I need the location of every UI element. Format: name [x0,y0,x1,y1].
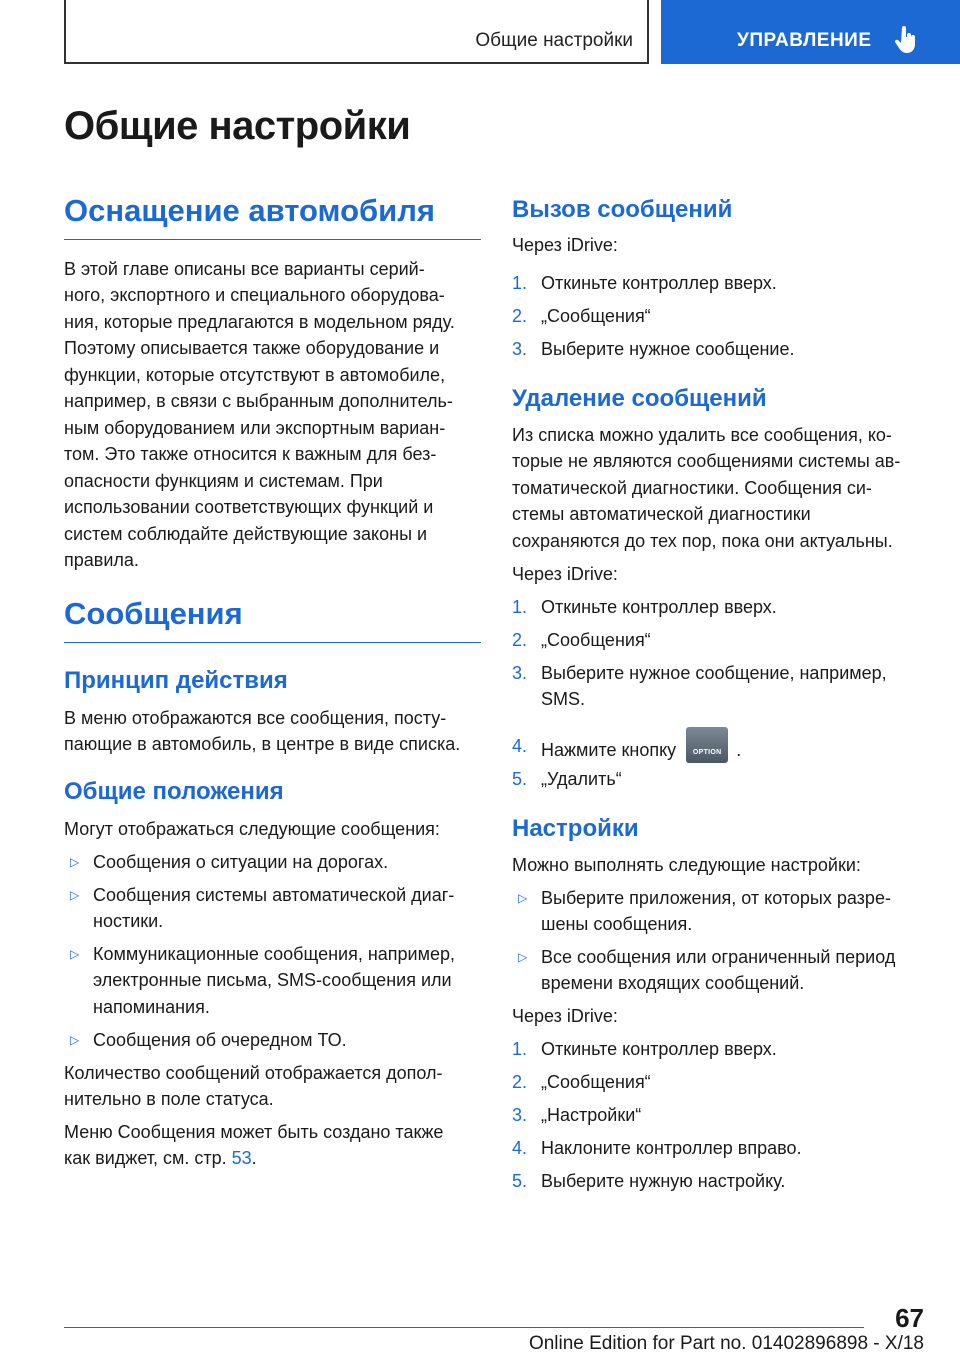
delete-heading: Удаление сообщений [512,385,767,412]
principle-line: В меню отображаются все сообщения, посту- [64,708,447,728]
equipment-line: опасности функциям и системам. При [64,471,383,491]
page-link[interactable]: 53 [231,1148,252,1168]
hand-touch-icon [895,26,919,54]
delete-line: Из списка можно удалить все сообщения, ко- [512,425,892,445]
bullet-triangle-icon: ▷ [70,855,80,869]
equipment-line: том. Это также относится к важным для без- [64,444,437,464]
bullet-triangle-icon: ▷ [70,888,80,902]
equipment-line: правила. [64,550,139,570]
general-intro: Могут отображаться следующие сообщения: [64,819,440,839]
equipment-line: ным оборудованием или экспортным вариан- [64,418,446,438]
messages-heading: Сообщения [64,596,481,643]
equipment-line: функции, которые отсутствуют в автомобиле, [64,365,446,385]
widget-line: как виджет, см. стр. 53. [64,1148,257,1168]
settings-via: Через iDrive: [512,1006,618,1026]
equipment-line: ния, которые предлагаются в модельном ряду. [64,312,455,332]
equipment-line: В этой главе описаны все варианты серий- [64,259,425,279]
page-title: Общие настройки [64,104,411,148]
call-via: Через iDrive: [512,235,618,255]
header-chapter-tab [661,0,960,64]
delete-line: торые не являются сообщениями системы ав- [512,451,901,471]
equipment-line: использовании соответствующих функций и [64,497,434,517]
header-section-label: Общие настройки [475,30,633,51]
equipment-heading: Оснащение автомобиля [64,193,481,240]
delete-line: стемы автоматической диагностики [512,504,811,524]
bullet-triangle-icon: ▷ [70,947,80,961]
equipment-line: ного, экспортного и специального оборудова- [64,285,445,305]
settings-heading: Настройки [512,815,639,842]
call-heading: Вызов сообщений [512,196,733,223]
option-button-icon: OPTION [686,727,728,763]
header-chapter-label: УПРАВЛЕНИЕ [737,30,872,51]
equipment-line: например, в связи с выбранным дополнитель- [64,391,453,411]
footer-edition: Online Edition for Part no. 01402896898 - X/18 [528,1333,924,1354]
delete-via: Через iDrive: [512,564,618,584]
bullet-triangle-icon: ▷ [518,950,528,964]
bullet-triangle-icon: ▷ [70,1033,80,1047]
header-section-tab [64,0,649,64]
footer-divider [64,1327,864,1328]
bullet-triangle-icon: ▷ [518,891,528,905]
delete-line: томатической диагностики. Сообщения си- [512,478,872,498]
equipment-line: систем соблюдайте действующие законы и [64,524,428,544]
count-line: Количество сообщений отображается допол- [64,1063,443,1083]
delete-line: сохраняются до тех пор, пока они актуальны. [512,531,893,551]
count-line: нительно в поле статуса. [64,1089,274,1109]
general-heading: Общие положения [64,778,284,805]
principle-heading: Принцип действия [64,667,288,694]
settings-intro: Можно выполнять следующие настройки: [512,855,861,875]
page-number: 67 [895,1303,924,1333]
principle-line: пающие в автомобиль, в центре в виде списка. [64,734,461,754]
equipment-line: Поэтому описывается также оборудование и [64,338,440,358]
widget-line: Меню Сообщения может быть создано также [64,1122,444,1142]
